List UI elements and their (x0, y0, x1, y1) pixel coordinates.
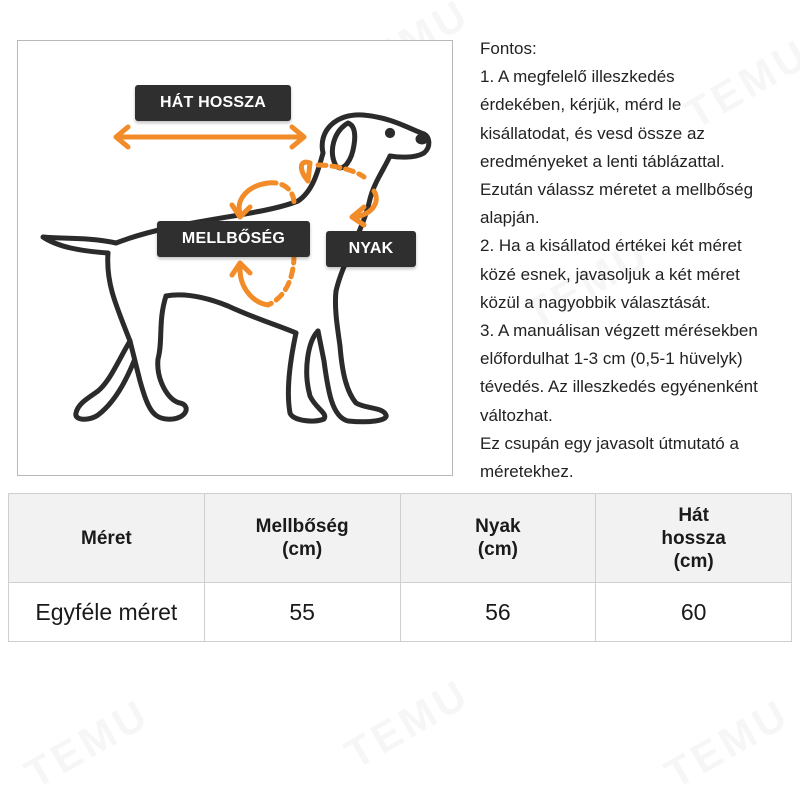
size-table (8, 493, 792, 642)
header-text: hossza (661, 527, 726, 549)
watermark (657, 689, 798, 798)
header-text: Mellbőség (255, 516, 349, 537)
notes-line: Fontos: (480, 39, 537, 58)
notes-line: közül a nagyobbik választását. (480, 292, 711, 312)
notes-line: Ez csupán egy javasolt útmutató a (480, 433, 739, 453)
notes-line: 2. Ha a kisállatod értékei két méret (480, 236, 742, 256)
neck-label: NYAK (326, 231, 416, 267)
watermark (337, 669, 478, 778)
notes-line: érdekében, kérjük, mérd le (480, 95, 682, 115)
table-header-row (9, 494, 792, 583)
notes-line: alapján. (480, 208, 540, 228)
chest-label: MELLBŐSÉG (157, 221, 310, 257)
header-neck (400, 494, 596, 583)
notes-line: eredményeket a lenti táblázattal. (480, 151, 725, 171)
cell-back-length: 60 (596, 583, 792, 642)
notes-line: 1. A megfelelő illeszkedés (480, 67, 675, 87)
notes-line: kisállatodat, és vesd össze az (480, 123, 705, 143)
header-unit: (cm) (673, 550, 714, 572)
back-length-label: HÁT HOSSZA (135, 85, 291, 121)
header-chest (204, 494, 400, 583)
table-row (9, 583, 792, 642)
cell-neck: 56 (400, 583, 596, 642)
header-back-length (596, 494, 792, 583)
cell-chest: 55 (204, 583, 400, 642)
notes-line: Ezután válassz méretet a mellbőség (480, 180, 754, 200)
measurement-diagram (17, 40, 453, 476)
notes-line: méretekhez. (480, 462, 574, 482)
notes-line: tévedés. Az illeszkedés egyénenként (480, 377, 758, 397)
header-unit: (cm) (477, 539, 518, 560)
cell-size: Egyféle méret (9, 583, 205, 642)
header-text: Hát (678, 504, 709, 526)
header-text: Nyak (475, 516, 521, 537)
header-unit: (cm) (282, 539, 323, 560)
notes-line: 3. A manuálisan végzett mérésekben (480, 321, 758, 341)
header-text: Méret (81, 527, 132, 549)
sizing-notes (480, 35, 800, 486)
notes-line: előfordulhat 1-3 cm (0,5-1 hüvelyk) (480, 349, 743, 369)
watermark (17, 689, 158, 798)
header-size (9, 494, 205, 583)
notes-line: változhat. (480, 405, 553, 425)
notes-line: közé esnek, javasoljuk a két méret (480, 264, 740, 284)
